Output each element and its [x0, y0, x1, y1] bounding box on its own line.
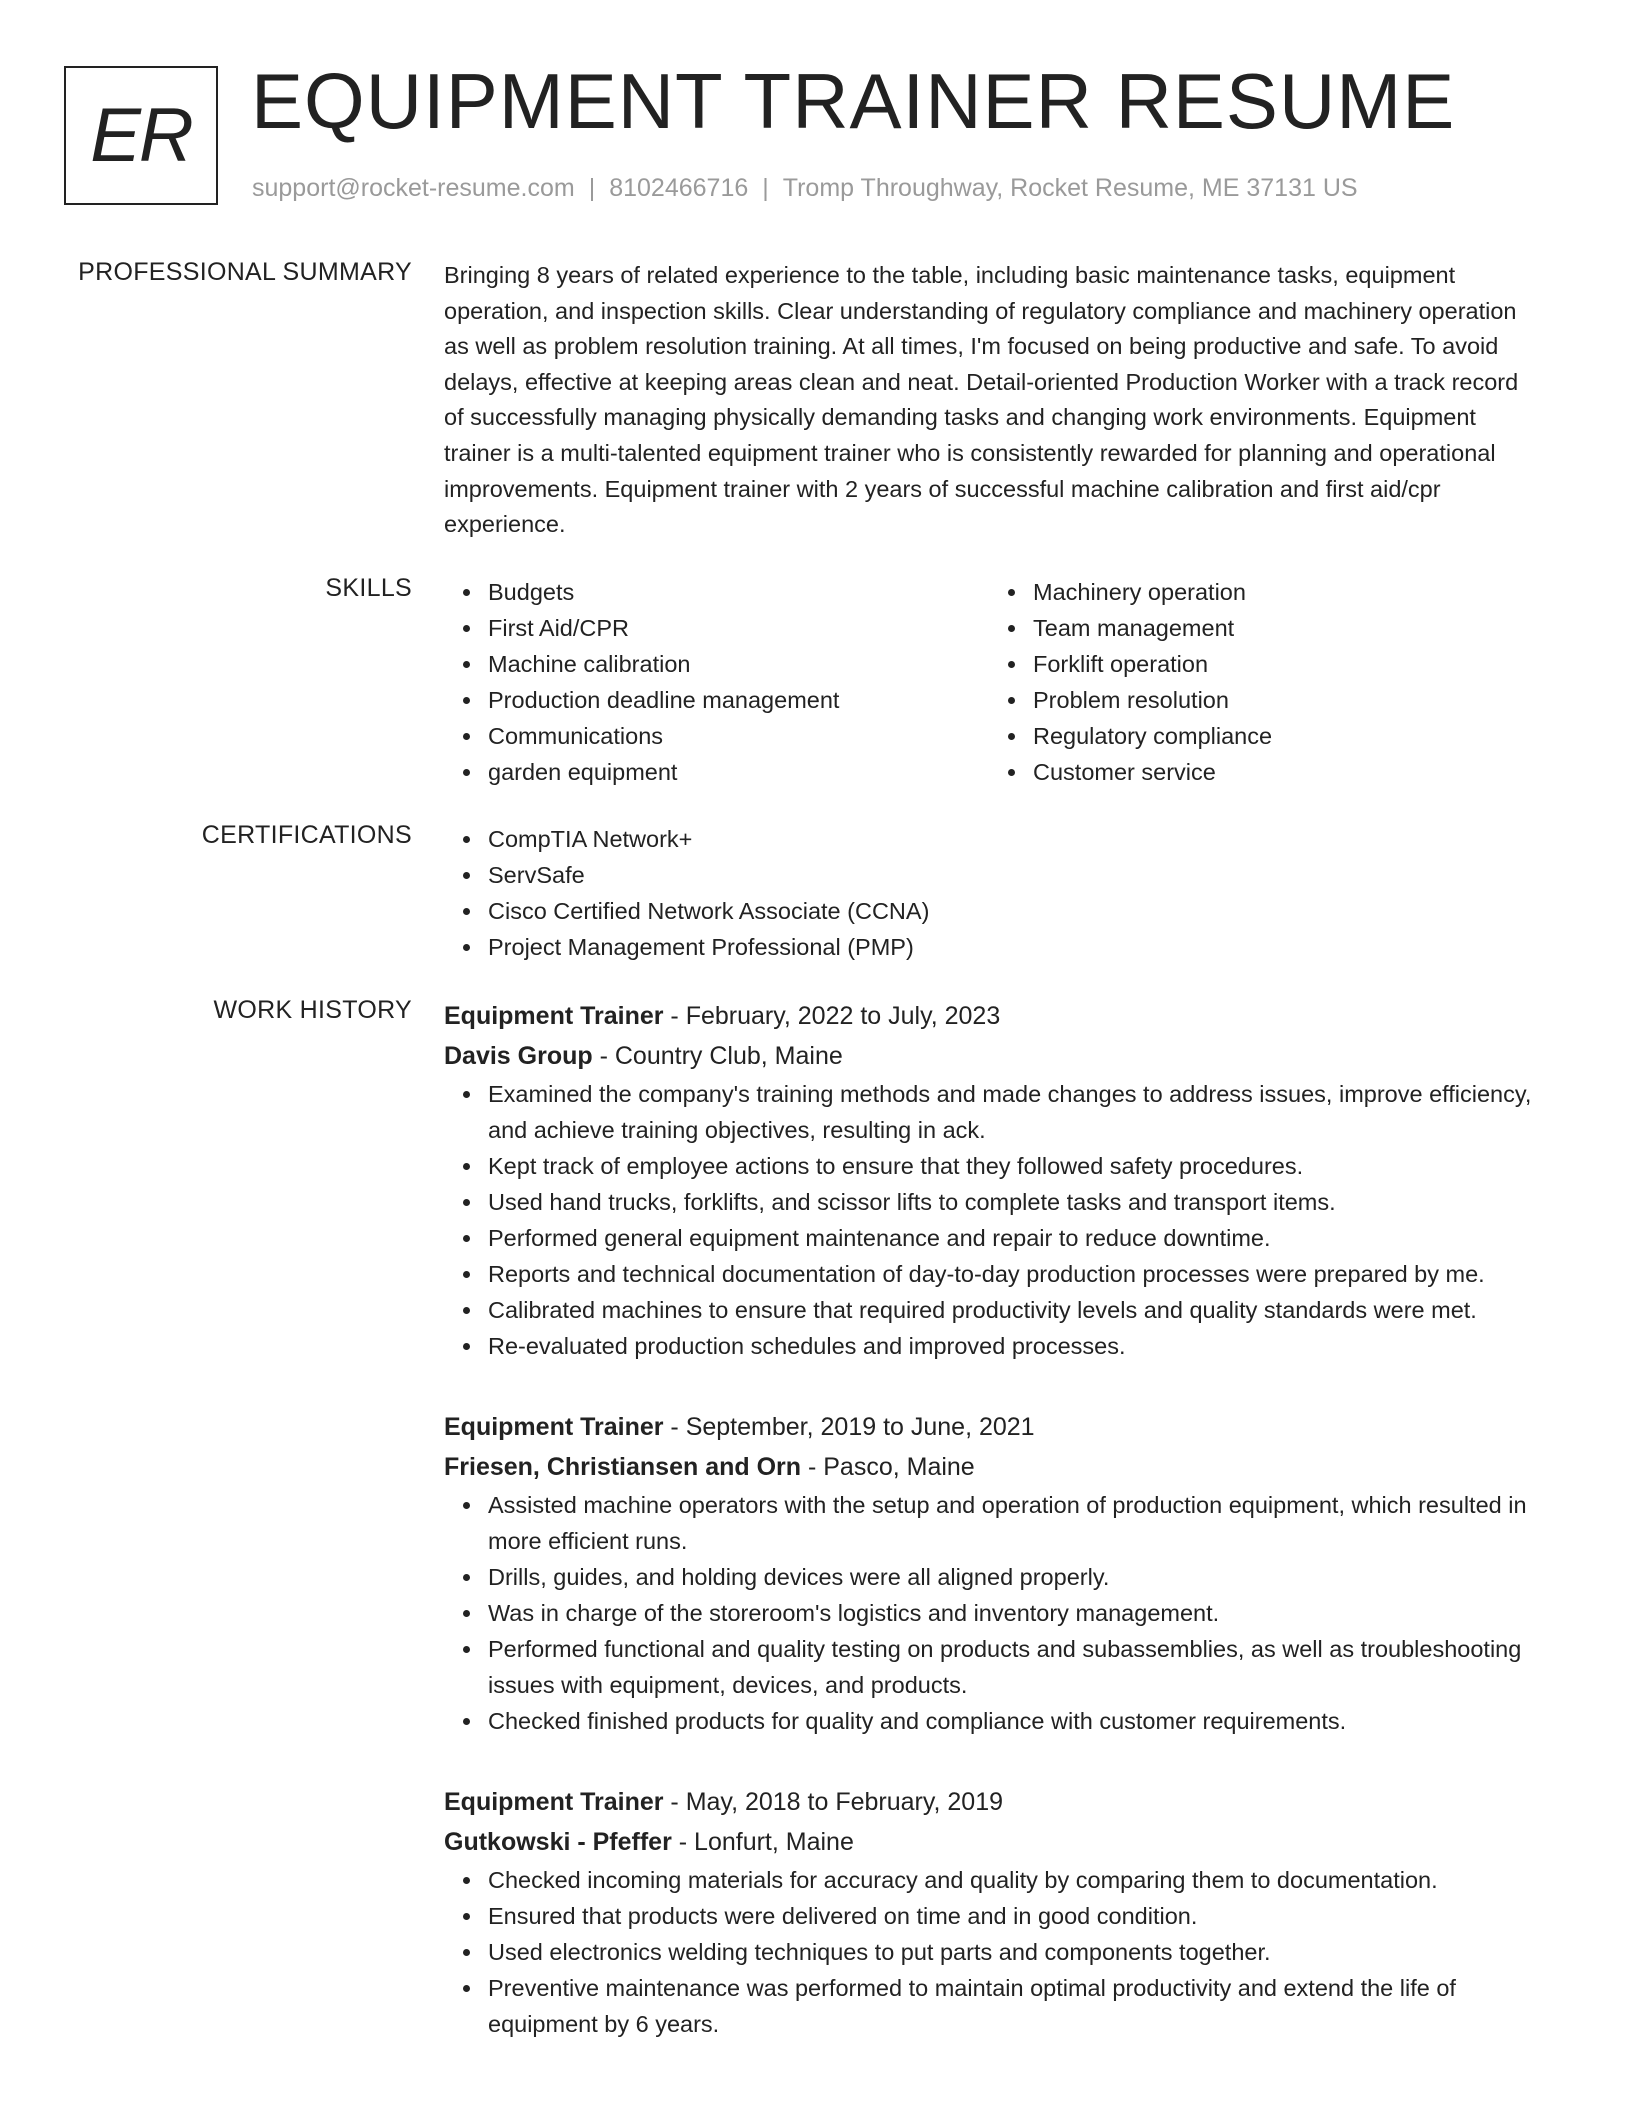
job-location: Pasco, Maine: [823, 1453, 975, 1481]
dash: -: [801, 1453, 824, 1481]
job-duty-item: Examined the company's training methods and made changes to address issues, improve efficiency, and achieve training objectives, resulting in ack.: [444, 1076, 1534, 1148]
skills-list-left: [444, 574, 989, 790]
job-dates: September, 2019 to June, 2021: [685, 1413, 1035, 1441]
job-title: Equipment Trainer: [444, 1002, 664, 1030]
job-duty-item: Used hand trucks, forklifts, and scissor lifts to complete tasks and transport items.: [444, 1184, 1534, 1220]
skill-item: Customer service: [989, 754, 1534, 790]
job-company-line: [444, 1822, 1534, 1862]
certifications-body: [444, 821, 1534, 965]
skill-item: Forklift operation: [989, 646, 1534, 682]
skill-item: First Aid/CPR: [444, 610, 989, 646]
job-duty-item: Assisted machine operators with the setup and operation of production equipment, which resulted in more efficient runs.: [444, 1487, 1534, 1559]
monogram-initials: ER: [90, 93, 192, 178]
skill-item: Machinery operation: [989, 574, 1534, 610]
skill-item: Budgets: [444, 574, 989, 610]
job-company: Friesen, Christiansen and Orn: [444, 1453, 802, 1481]
summary-text: Bringing 8 years of related experience to the table, including basic maintenance tasks, equipment operation, and inspection skills. Clear understanding of regulatory compliance and machinery operation as well as problem resolution training. At all times, I'm focused on being productive and safe. To avoid delays, effective at keeping areas clean and neat. Detail-oriented Production Worker with a track record of successfully managing physically demanding tasks and changing work environments. Equipment trainer is a multi-talented equipment trainer who is consistently rewarded for planning and operational improvements. Equipment trainer with 2 years of successful machine calibration and first aid/cpr experience.: [444, 262, 1519, 538]
job-duty-item: Checked incoming materials for accuracy and quality by comparing them to documentation.: [444, 1862, 1534, 1898]
dash: -: [663, 1413, 686, 1441]
job-duties-list: [444, 1862, 1534, 2042]
skill-item: Production deadline management: [444, 682, 989, 718]
skill-item: Team management: [989, 610, 1534, 646]
job-duties-list: [444, 1076, 1534, 1364]
contact-address: Tromp Throughway, Rocket Resume, ME 37131 US: [782, 174, 1358, 202]
job-duty-item: Re-evaluated production schedules and improved processes.: [444, 1328, 1534, 1364]
job-duty-item: Reports and technical documentation of day-to-day production processes were prepared by me.: [444, 1256, 1534, 1292]
certification-item: ServSafe: [444, 857, 1534, 893]
job-company: Davis Group: [444, 1042, 593, 1070]
job-location: Lonfurt, Maine: [694, 1828, 854, 1856]
skill-item: Regulatory compliance: [989, 718, 1534, 754]
job-duties-list: [444, 1487, 1534, 1739]
dash: -: [663, 1788, 686, 1816]
job-entry: [444, 1407, 1534, 1739]
skills-grid: [444, 574, 1534, 790]
job-duty-item: Ensured that products were delivered on time and in good condition.: [444, 1898, 1534, 1934]
contact-email[interactable]: support@rocket-resume.com: [252, 174, 575, 202]
job-duty-item: Used electronics welding techniques to put parts and components together.: [444, 1934, 1534, 1970]
skills-heading: SKILLS: [325, 574, 412, 602]
job-location: Country Club, Maine: [614, 1042, 843, 1070]
job-entry: [444, 1782, 1534, 2042]
job-company-line: [444, 1447, 1534, 1487]
job-company: Gutkowski - Pfeffer: [444, 1828, 672, 1856]
job-title: Equipment Trainer: [444, 1413, 664, 1441]
skill-item: Machine calibration: [444, 646, 989, 682]
certifications-list: [444, 821, 1534, 965]
certifications-heading: CERTIFICATIONS: [201, 821, 412, 849]
monogram-box: [64, 66, 218, 205]
summary-heading: PROFESSIONAL SUMMARY: [78, 258, 412, 286]
contact-phone[interactable]: 8102466716: [609, 174, 749, 202]
contact-separator: |: [762, 174, 769, 202]
job-dates: May, 2018 to February, 2019: [685, 1788, 1004, 1816]
skills-body: [444, 574, 1534, 790]
job-duty-item: Checked finished products for quality and compliance with customer requirements.: [444, 1703, 1534, 1739]
job-title: Equipment Trainer: [444, 1788, 664, 1816]
job-entry: [444, 996, 1534, 1364]
job-title-line: [444, 996, 1534, 1036]
job-company-line: [444, 1036, 1534, 1076]
certification-item: CompTIA Network+: [444, 821, 1534, 857]
job-title-line: [444, 1782, 1534, 1822]
skill-item: Problem resolution: [989, 682, 1534, 718]
job-dates: February, 2022 to July, 2023: [685, 1002, 1001, 1030]
job-title-line: [444, 1407, 1534, 1447]
skills-list-right: [989, 574, 1534, 790]
dash: -: [592, 1042, 615, 1070]
job-duty-item: Was in charge of the storeroom's logistics and inventory management.: [444, 1595, 1534, 1631]
resume-title: EQUIPMENT TRAINER RESUME: [251, 57, 1456, 145]
job-duty-item: Drills, guides, and holding devices were all aligned properly.: [444, 1559, 1534, 1595]
contact-line: [252, 174, 1358, 203]
skill-item: Communications: [444, 718, 989, 754]
dash: -: [671, 1828, 695, 1856]
dash: -: [663, 1002, 686, 1030]
job-duty-item: Calibrated machines to ensure that required productivity levels and quality standards were met.: [444, 1292, 1534, 1328]
certification-item: Cisco Certified Network Associate (CCNA): [444, 893, 1534, 929]
job-duty-item: Performed general equipment maintenance and repair to reduce downtime.: [444, 1220, 1534, 1256]
job-duty-item: Performed functional and quality testing on products and subassemblies, as well as troubleshooting issues with equipment, devices, and products.: [444, 1631, 1534, 1703]
job-duty-item: Kept track of employee actions to ensure that they followed safety procedures.: [444, 1148, 1534, 1184]
contact-separator: |: [588, 174, 596, 202]
job-duty-item: Preventive maintenance was performed to maintain optimal productivity and extend the life of equipment by 6 years.: [444, 1970, 1534, 2042]
skill-item: garden equipment: [444, 754, 989, 790]
work-history-heading: WORK HISTORY: [213, 996, 412, 1024]
certification-item: Project Management Professional (PMP): [444, 929, 1534, 965]
